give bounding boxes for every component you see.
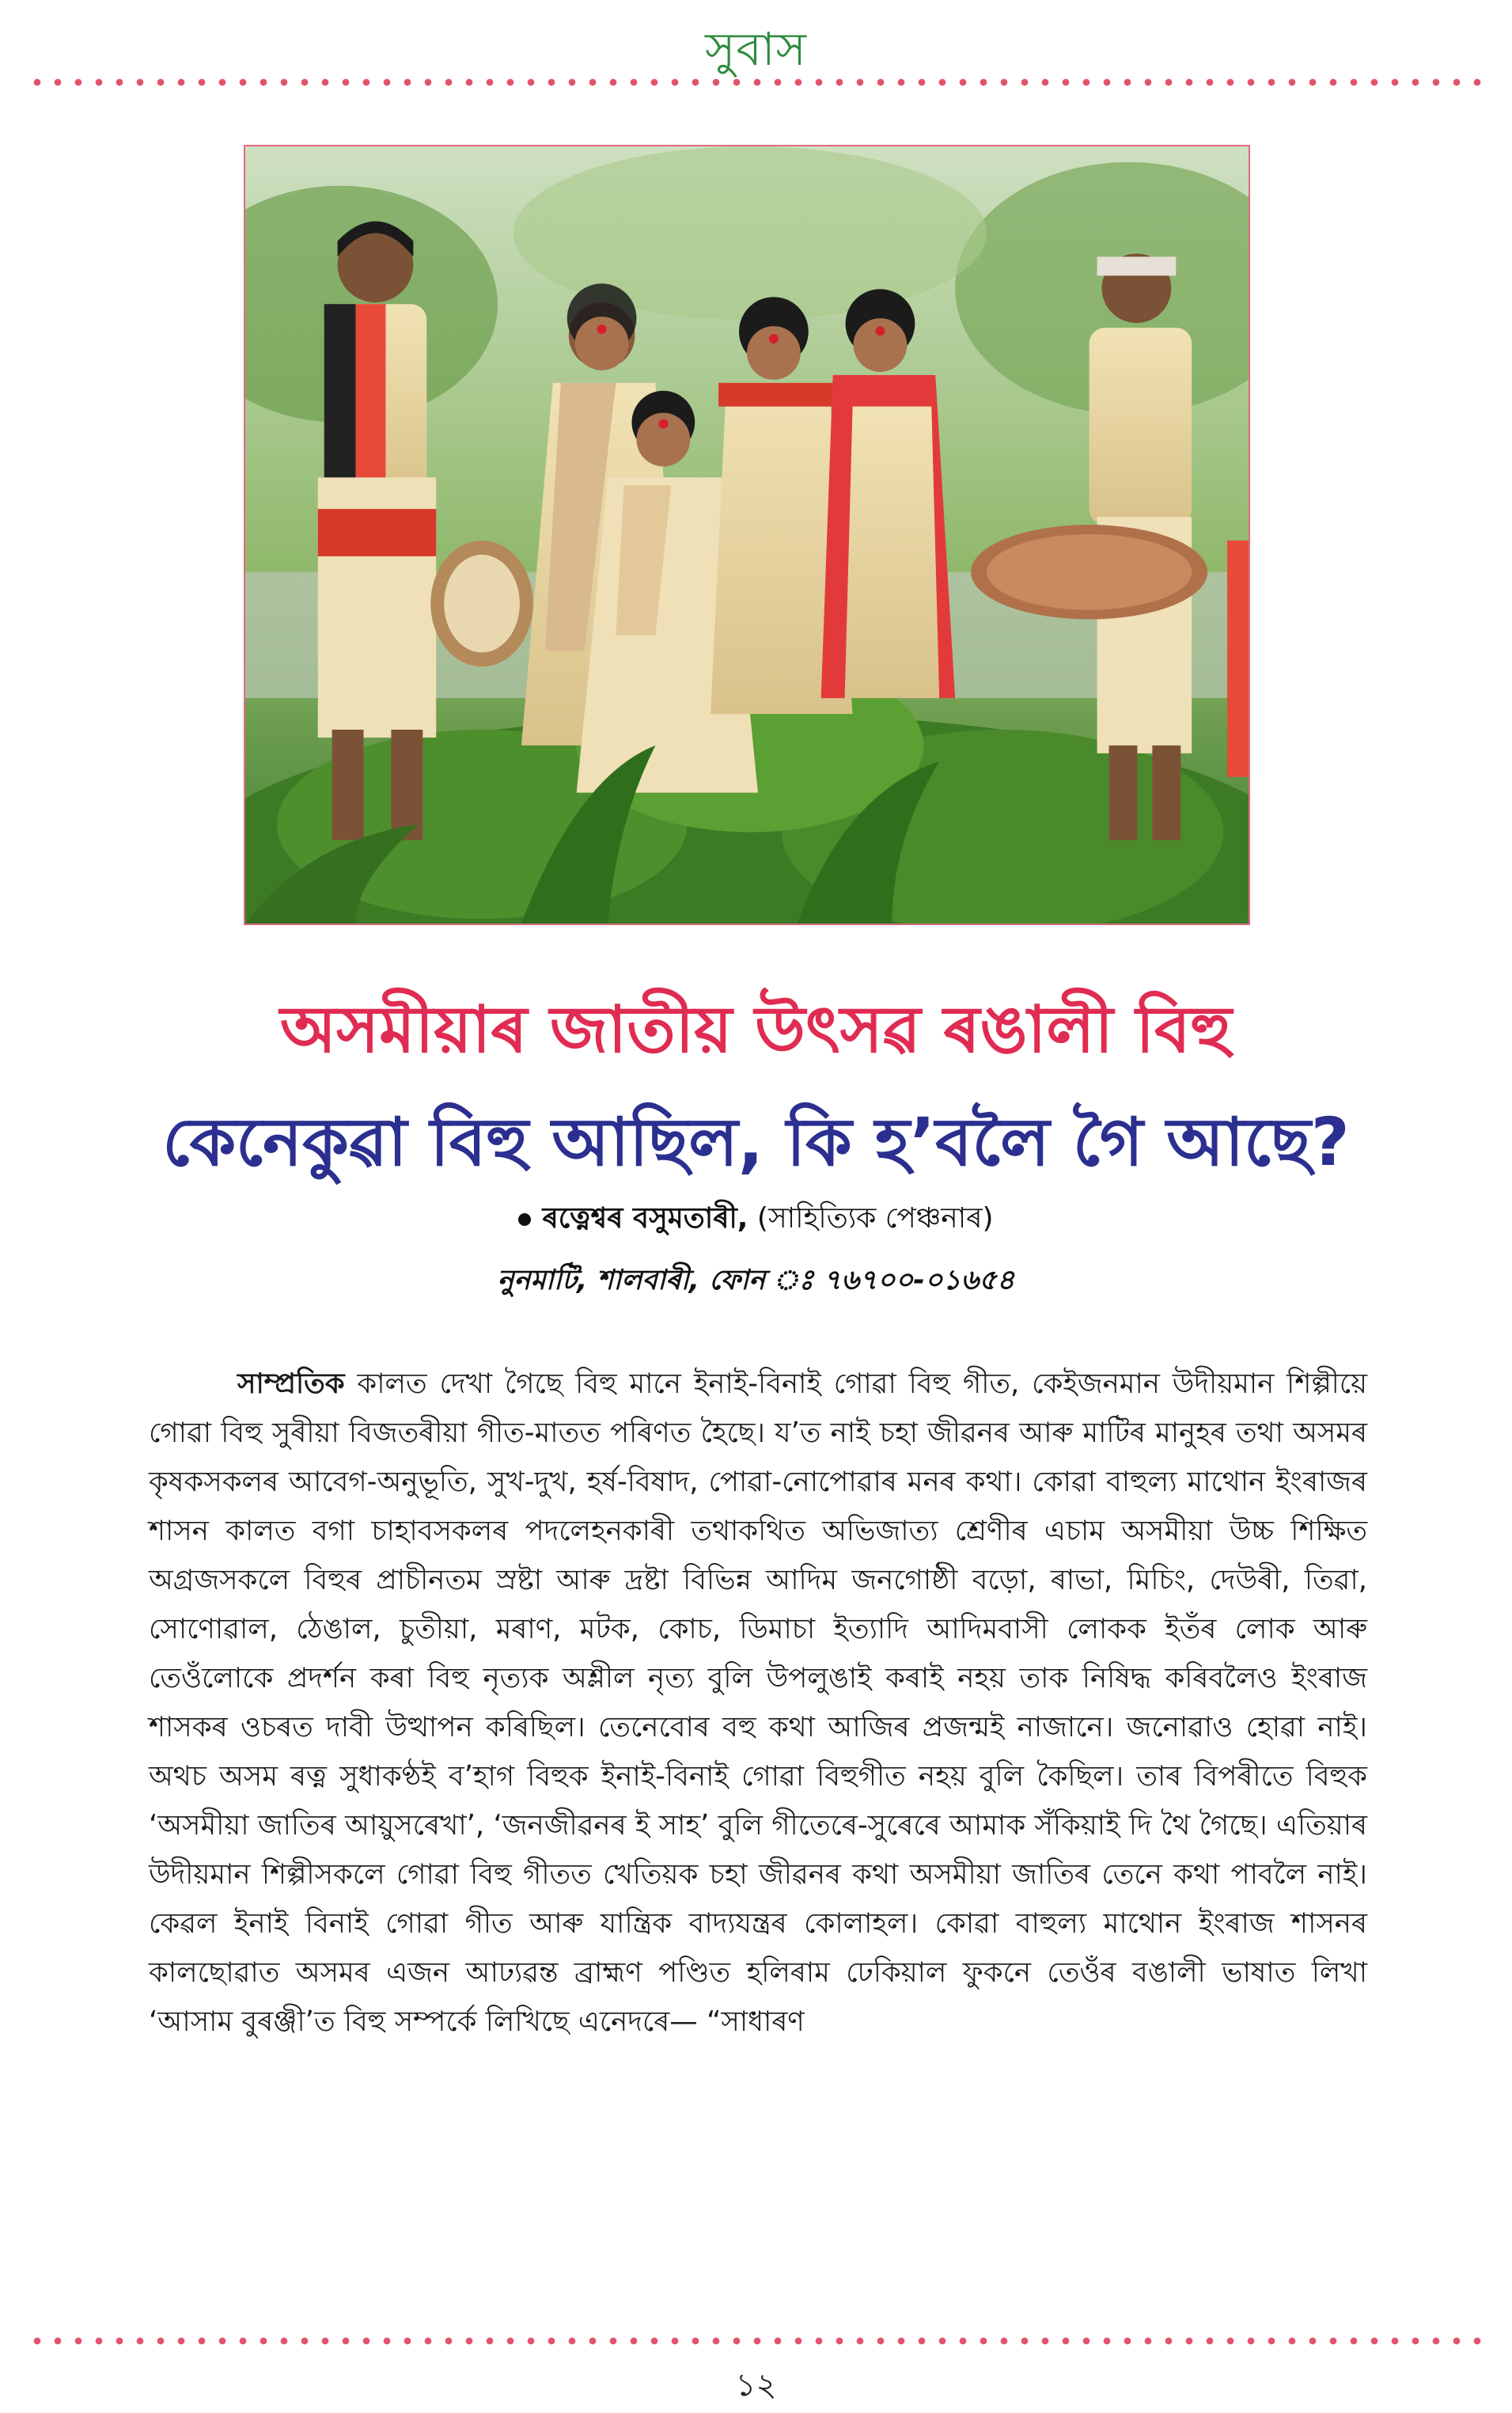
bihu-dancers-photo xyxy=(245,146,1249,924)
article-photo xyxy=(244,145,1250,925)
article-title-line-1: অসমীয়াৰ জাতীয় উৎসৱ ৰঙালী বিহু xyxy=(279,992,1232,1068)
bottom-dotted-rule xyxy=(27,2336,1485,2346)
author-address: নুনমাটি, শালবাৰী, ফোন ঃ ৭৬৭০০-০১৬৫৪ xyxy=(497,1265,1015,1296)
lead-word: সাম্প্ৰতিক xyxy=(237,1368,345,1400)
bullet-icon xyxy=(518,1213,531,1226)
body-text: কালত দেখা গৈছে বিহু মানে ইনাই-বিনাই গোৱা বিহু গীত, কেইজনমান উদীয়মান শিল্পীয়ে গোৱা বিহু সুৰীয়া বিজতৰীয়া গীত-মাতত পৰিণত হৈছে। য’ত নাই চহা জীৱনৰ আৰু মাটিৰ মানুহৰ তথা অসমৰ কৃষকসকলৰ আবেগ-অনুভূতি, সুখ-দুখ, হৰ্ষ-বিষাদ, পোৱা-নোপোৱাৰ মনৰ কথা। কোৱা বাহুল্য মাথোন ইংৰাজৰ শাসন কালত বগা চাহাবসকলৰ পদলেহনকাৰী তথাকথিত অভিজাত্য শ্ৰেণীৰ এচাম অসমীয়া উচ্চ শিক্ষিত অগ্ৰজসকলে বিহুৰ প্ৰাচীনতম স্ৰষ্টা আৰু দ্ৰষ্টা বিভিন্ন আদিম জনগোষ্ঠী বড়ো, ৰাভা, মিচিং, দেউৰী, তিৱা, সোণোৱাল, ঠেঙাল, চুতীয়া, মৰাণ, মটক, কোচ, ডিমাচা ইত্যাদি আদিমবাসী লোকক ইতঁৰ লোক আৰু তেওঁলোকে প্ৰদৰ্শন কৰা বিহু নৃত্যক অশ্লীল নৃত্য বুলি উপলুঙাই কৰাই নহয় তাক নিষিদ্ধ কৰিবলৈও ইংৰাজ শাসকৰ ওচৰত দাবী উত্থাপন কৰিছিল। তেনেবোৰ বহু কথা আজিৰ প্ৰজন্মই নাজানে। জনোৱাও হোৱা নাই। অথচ অসম ৰত্ন সুধাকণ্ঠই ব’হাগ বিহুক ইনাই-বিনাই গোৱা বিহুগীত নহয় বুলি কৈছিল। তাৰ বিপৰীতে বিহুক ‘অসমীয়া জাতিৰ আয়ুসৰেখা’, ‘জনজীৱনৰ ই সাহ’ বুলি গীতেৰে-সুৰেৰে আমাক সঁকিয়াই দি থৈ গৈছে। এতিয়াৰ উদীয়মান শিল্পীসকলে গোৱা বিহু গীতত খেতিয়ক চহা জীৱনৰ কথা অসমীয়া জাতিৰ তেনে কথা পাবলৈ নাই। কেৱল ইনাই বিনাই গোৱা গীত আৰু যান্ত্ৰিক বাদ্যযন্ত্ৰৰ কোলাহল। কোৱা বাহুল্য মাথোন ইংৰাজ শাসনৰ কালছোৱাত অসমৰ এজন আঢ্যৱন্ত ব্ৰাহ্মণ পণ্ডিত হলিৰাম ঢেকিয়াল ফুকনে তেওঁৰ বঙালী ভাষাত লিখা ‘আসাম বুৰঞ্জী’ত বিহু সম্পৰ্কে লিখিছে এনেদৰে— “সাধাৰণ xyxy=(149,1368,1367,2038)
page-number: ১২ xyxy=(735,2367,777,2404)
byline xyxy=(0,1197,1512,1244)
article-title-line-2: কেনেকুৱা বিহু আছিল, কি হ’বলৈ গৈ আছে? xyxy=(162,1103,1350,1181)
running-header: সুবাস xyxy=(705,22,807,76)
top-dotted-rule xyxy=(27,78,1485,87)
body-paragraph xyxy=(149,1360,1367,2047)
article-body xyxy=(149,1360,1367,2047)
author-name: ৰত্নেশ্বৰ বসুমতাৰী, xyxy=(542,1202,748,1235)
author-role: (সাহিত্যিক পেঞ্চনাৰ) xyxy=(756,1202,994,1235)
